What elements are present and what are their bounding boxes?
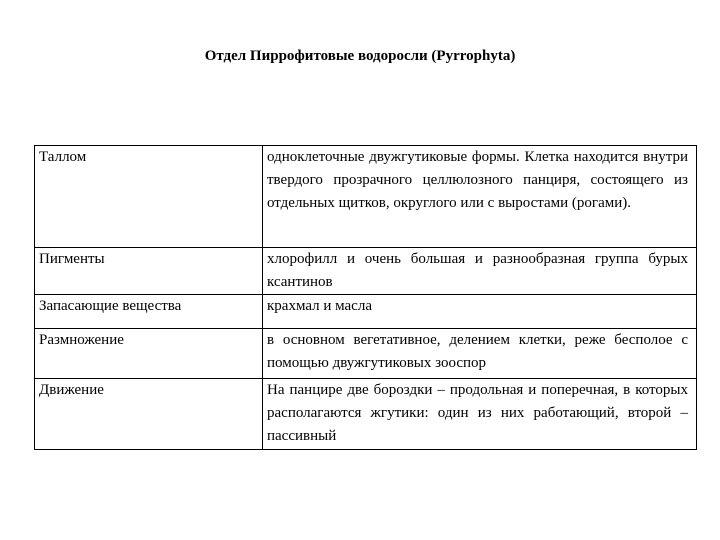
description-cell: хлорофилл и очень большая и разнообразная группа бурых ксантинов: [263, 248, 697, 295]
description-cell: На панцире две бороздки – продольная и поперечная, в которых располагаются жгутики: один из них работающий, второй – пассивный: [263, 379, 697, 450]
description-cell: крахмал и масла: [263, 295, 697, 329]
table-row: [35, 379, 697, 450]
term-cell: Движение: [35, 379, 263, 450]
table-row: [35, 329, 697, 379]
info-table: [34, 145, 697, 450]
table-row: [35, 146, 697, 248]
term-cell: Таллом: [35, 146, 263, 248]
term-cell: Размножение: [35, 329, 263, 379]
description-cell: в основном вегетативное, делением клетки, реже бесполое с помощью двужгутиковых зооспор: [263, 329, 697, 379]
table-row: [35, 248, 697, 295]
term-cell: Запасающие вещества: [35, 295, 263, 329]
term-cell: Пигменты: [35, 248, 263, 295]
description-cell: одноклеточные двужгутиковые формы. Клетка находится внутри твердого прозрачного целлюлозного панциря, состоящего из отдельных щитков, округлого или с выростами (рогами).: [263, 146, 697, 248]
page-title: Отдел Пиррофитовые водоросли (Pyrrophyta): [204, 48, 516, 64]
table-row: [35, 295, 697, 329]
